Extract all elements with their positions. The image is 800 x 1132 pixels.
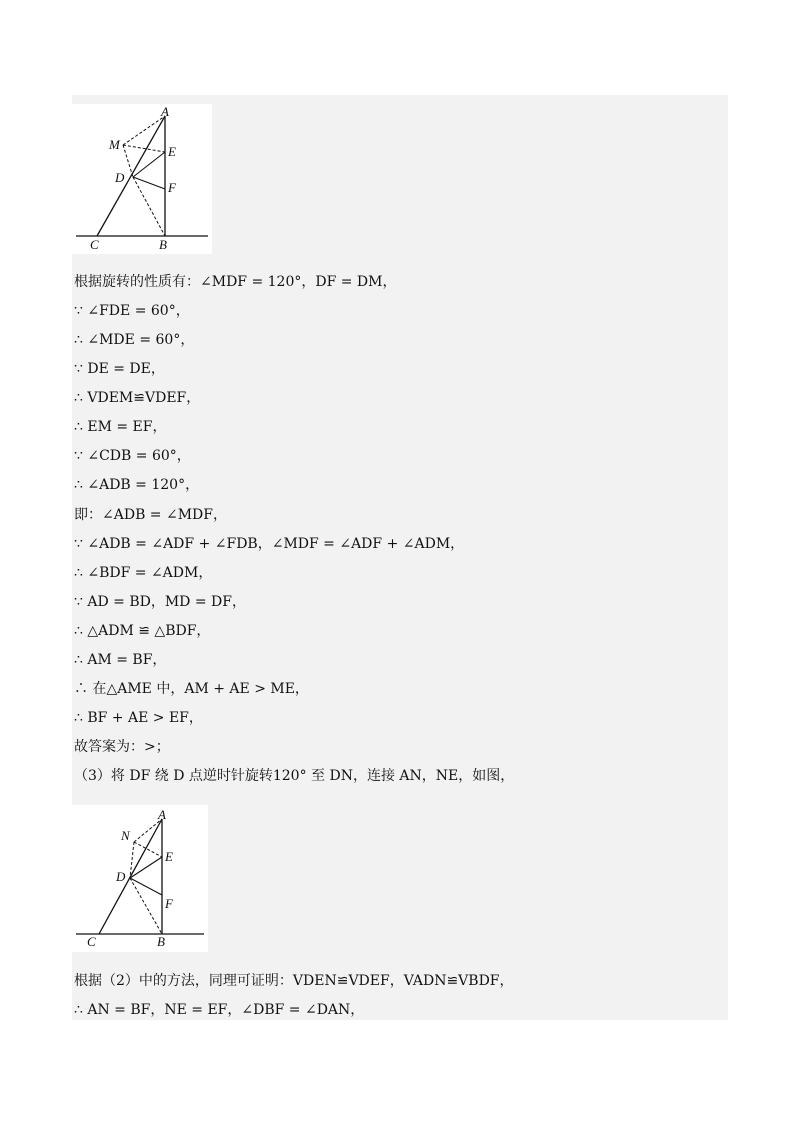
label-C: C — [87, 934, 96, 949]
label-C: C — [90, 237, 99, 252]
text-line: 即：∠ADB = ∠MDF， — [74, 507, 227, 523]
text-line: 根据（2）中的方法，同理可证明：VDEN≌VDEF，VADN≌VBDF， — [74, 973, 514, 989]
text-line: ∵ ∠FDE = 60°， — [74, 303, 190, 319]
geometry-figure-2 — [72, 805, 208, 952]
label-A: A — [161, 104, 169, 119]
label-A: A — [158, 807, 166, 822]
geometry-figure-1 — [72, 104, 212, 254]
text-line: ∵ ∠CDB = 60°， — [74, 448, 191, 464]
label-N: N — [121, 828, 130, 843]
label-B: B — [157, 934, 165, 949]
text-line: ∴ 在△AME 中，AM + AE > ME， — [74, 681, 309, 697]
text-line: ∴ BF + AE > EF， — [74, 710, 203, 726]
label-F: F — [165, 896, 173, 911]
text-line: ∴ △ADM ≌ △BDF， — [74, 623, 211, 639]
label-M: M — [109, 137, 120, 152]
text-line: ∴ ∠MDE = 60°， — [74, 332, 195, 348]
text-line: ∴ VDEM≌VDEF， — [74, 390, 201, 406]
text-line: 故答案为：>； — [74, 739, 170, 755]
label-E: E — [168, 144, 176, 159]
text-line: ∴ EM = EF， — [74, 419, 167, 435]
text-line: ∴ AM = BF， — [74, 652, 167, 668]
text-line: ∵ DE = DE， — [74, 361, 165, 377]
label-E: E — [165, 849, 173, 864]
text-line: ∴ ∠ADB = 120°， — [74, 477, 200, 493]
label-B: B — [159, 237, 167, 252]
text-line: 根据旋转的性质有：∠MDF = 120°，DF = DM， — [74, 274, 397, 290]
text-line: ∵ ∠ADB = ∠ADF + ∠FDB，∠MDF = ∠ADF + ∠ADM， — [74, 536, 465, 552]
text-line: （3）将 DF 绕 D 点逆时针旋转120° 至 DN，连接 AN，NE，如图， — [74, 768, 515, 784]
label-D: D — [115, 170, 125, 185]
text-line: ∵ AD = BD，MD = DF， — [74, 594, 246, 610]
label-F: F — [168, 180, 176, 195]
label-D: D — [116, 869, 126, 884]
text-line: ∴ AN = BF，NE = EF，∠DBF = ∠DAN， — [74, 1002, 365, 1018]
text-line: ∴ ∠BDF = ∠ADM， — [74, 565, 213, 581]
